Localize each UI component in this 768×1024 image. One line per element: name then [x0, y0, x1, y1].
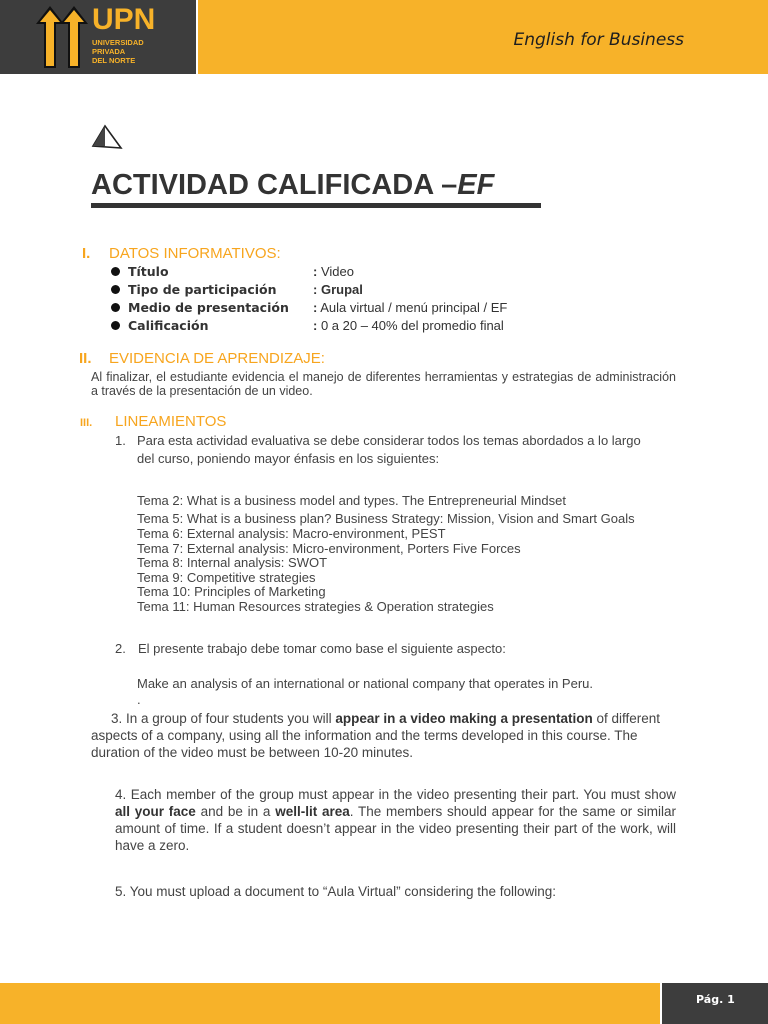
- item-4-paragraph: 4. Each member of the group must appear in the video presenting their part. You must show all your face and be in a well-lit area. The members should appear for the same or similar amount of time. If a student doesn’t appear in the video presenting their part of the work, will have a zero.: [115, 787, 676, 853]
- info-row-medio: Medio de presentación : Aula virtual / menú principal / EF: [111, 300, 507, 315]
- topic-item: Tema 11: Human Resources strategies & Operation strategies: [137, 599, 494, 614]
- bullet-icon: [111, 285, 120, 294]
- logo-subtext: UNIVERSIDAD PRIVADA DEL NORTE: [92, 38, 144, 65]
- bullet-icon: [111, 321, 120, 330]
- section-evidencia-heading: II. EVIDENCIA DE APRENDIZAJE:: [79, 350, 325, 367]
- page-number-block: [662, 983, 768, 1024]
- item-1-line-1: Para esta actividad evaluativa se debe considerar todos los temas abordados a lo largo: [137, 433, 641, 448]
- navigation-arrow-icon: [91, 124, 123, 150]
- bullet-icon: [111, 267, 120, 276]
- item-2-number: 2.: [115, 641, 126, 656]
- item-1-line-2: del curso, poniendo mayor énfasis en los siguientes:: [137, 451, 440, 466]
- section-lineamientos-heading: III. LINEAMIENTOS: [80, 413, 227, 430]
- item-2-subtext: Make an analysis of an international or national company that operates in Peru.: [137, 676, 593, 691]
- item-2-dot: .: [137, 692, 141, 707]
- info-row-calificacion: Calificación : 0 a 20 – 40% del promedio final: [111, 318, 504, 333]
- header-logo-block: [0, 0, 196, 74]
- upn-logo-icon: [34, 6, 90, 68]
- info-row-titulo: Título : Video: [111, 264, 354, 279]
- item-5-text: 5. You must upload a document to “Aula Virtual” considering the following:: [115, 884, 557, 899]
- course-title: English for Business: [513, 30, 684, 50]
- topic-item: Tema 8: Internal analysis: SWOT: [137, 555, 328, 570]
- bullet-icon: [111, 303, 120, 312]
- topic-item: Tema 2: What is a business model and types. The Entrepreneurial Mindset: [137, 493, 566, 508]
- topic-item: Tema 6: External analysis: Macro-environment, PEST: [137, 526, 446, 541]
- page-number: Pág. 1: [696, 993, 735, 1006]
- item-2-text: El presente trabajo debe tomar como base el siguiente aspecto:: [138, 641, 506, 656]
- item-3-paragraph: 3. In a group of four students you will appear in a video making a presentation of different aspects of a company, using all the information and the terms developed in this course. The duration of the video must be between 10-20 minutes.: [91, 711, 661, 760]
- topic-item: Tema 10: Principles of Marketing: [137, 584, 326, 599]
- evidencia-text: Al finalizar, el estudiante evidencia el manejo de diferentes herramientas y estrategias de administración a través de la presentación de un video.: [91, 370, 676, 398]
- item-1-number: 1.: [115, 433, 126, 448]
- topic-item: Tema 7: External analysis: Micro-environment, Porters Five Forces: [137, 541, 521, 556]
- page-title: ACTIVIDAD CALIFICADA –EF: [91, 169, 495, 201]
- section-datos-heading: I. DATOS INFORMATIVOS:: [82, 245, 281, 262]
- logo-text: UPN: [92, 3, 156, 36]
- info-row-tipo: Tipo de participación : Grupal: [111, 282, 363, 297]
- title-underline: [91, 203, 541, 208]
- topic-item: Tema 5: What is a business plan? Business Strategy: Mission, Vision and Smart Goals: [137, 511, 635, 526]
- topic-item: Tema 9: Competitive strategies: [137, 570, 316, 585]
- footer-bar: [0, 983, 660, 1024]
